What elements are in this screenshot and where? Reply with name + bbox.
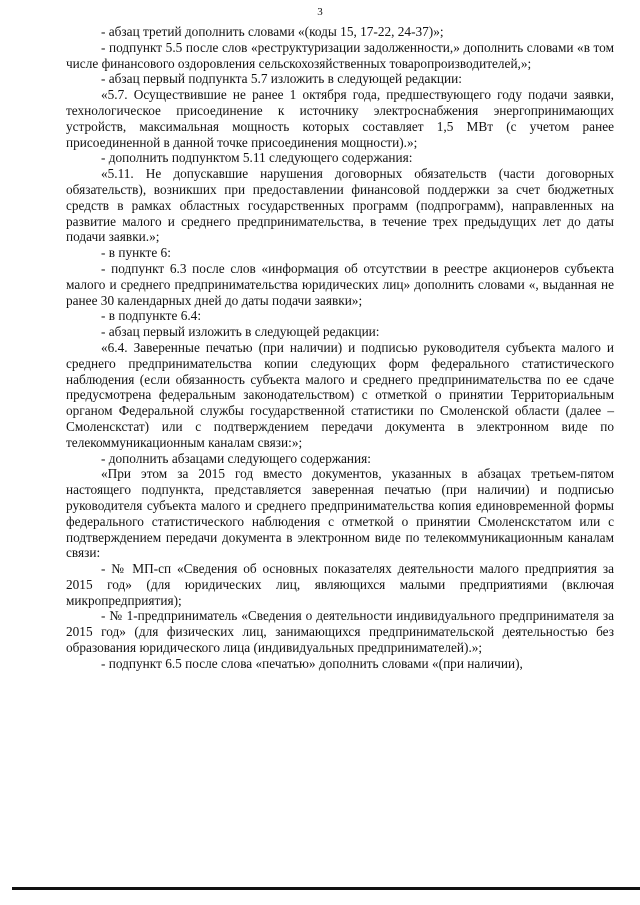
paragraph: - дополнить подпунктом 5.11 следующего содержания:: [101, 150, 413, 166]
page-number: 3: [317, 6, 323, 18]
paragraph: «5.7. Осуществившие не ранее 1 октября года, предшествующего году подачи заявки, технологическое присоединение к источнику электроснабжения энергопринимающих устройств, максимальная мощность которых составляет 1,5 МВт (с учетом ранее присоединенной в данной точке присоединения мощности).»;: [66, 87, 614, 150]
paragraph: - в подпункте 6.4:: [101, 308, 202, 324]
paragraph: «5.11. Не допускавшие нарушения договорных обязательств (части договорных обязательств), возникших при предоставлении финансовой поддержки за счет бюджетных средств в рамках областных государственных программ (подпрограмм), направленных на развитие малого и среднего предпринимательства, в течение трех предыдущих лет до даты подачи заявки.»;: [66, 166, 614, 245]
paragraph: - подпункт 5.5 после слов «реструктуризации задолженности,» дополнить словами «в том числе финансового оздоровления сельскохозяйственных товаропроизводителей,»;: [66, 39, 614, 71]
paragraph: «При этом за 2015 год вместо документов, указанных в абзацах третьем-пятом настоящего подпункта, представляется заверенная печатью (при наличии) и подписью руководителя субъекта малого и среднего предпринимательства копия единовременной формы федерального статистического наблюдения с отметкой о принятии Смоленскстатом или с подтверждением передачи документа в электронном виде по телекоммуникационным каналам связи:: [66, 466, 614, 561]
paragraph: - подпункт 6.3 после слов «информация об отсутствии в реестре акционеров субъекта малого и среднего предпринимательства юридических лиц» дополнить словами «, выданная не ранее 30 календарных дней до даты подачи заявки»;: [66, 260, 614, 308]
paragraph: - абзац первый подпункта 5.7 изложить в следующей редакции:: [101, 71, 462, 87]
paragraph: - в пункте 6:: [101, 245, 171, 261]
paragraph: - № 1-предприниматель «Сведения о деятельности индивидуального предпринимателя за 2015 год» (для физических лиц, занимающихся предпринимательской деятельностью без образования юридического лица (индивидуальных предпринимателей).»;: [66, 608, 614, 656]
paragraph: «6.4. Заверенные печатью (при наличии) и подписью руководителя субъекта малого и среднего предпринимательства копии следующих форм федерального статистического наблюдения (если обязанность субъекта малого и среднего предпринимательства по ее сдаче предусмотрена федеральным законодательством) с отметкой о принятии Территориальным органом Федеральной службы государственной статистики по Смоленской области (далее – Смоленскстат) или с подтверждением передачи документа в электронном виде по телекоммуникационным каналам связи:»;: [66, 339, 614, 450]
paragraph: - абзац первый изложить в следующей редакции:: [101, 324, 380, 340]
document-body: [66, 24, 614, 672]
paragraph: - № МП-сп «Сведения об основных показателях деятельности малого предприятия за 2015 год» (для юридических лиц, являющихся малыми предприятиями (включая микропредприятия);: [66, 561, 614, 608]
paragraph: - подпункт 6.5 после слова «печатью» дополнить словами «(при наличии),: [101, 655, 523, 671]
paragraph: - абзац третий дополнить словами «(коды 15, 17-22, 24-37)»;: [101, 24, 444, 39]
footer-rule: [12, 887, 640, 890]
paragraph: - дополнить абзацами следующего содержания:: [101, 450, 371, 466]
